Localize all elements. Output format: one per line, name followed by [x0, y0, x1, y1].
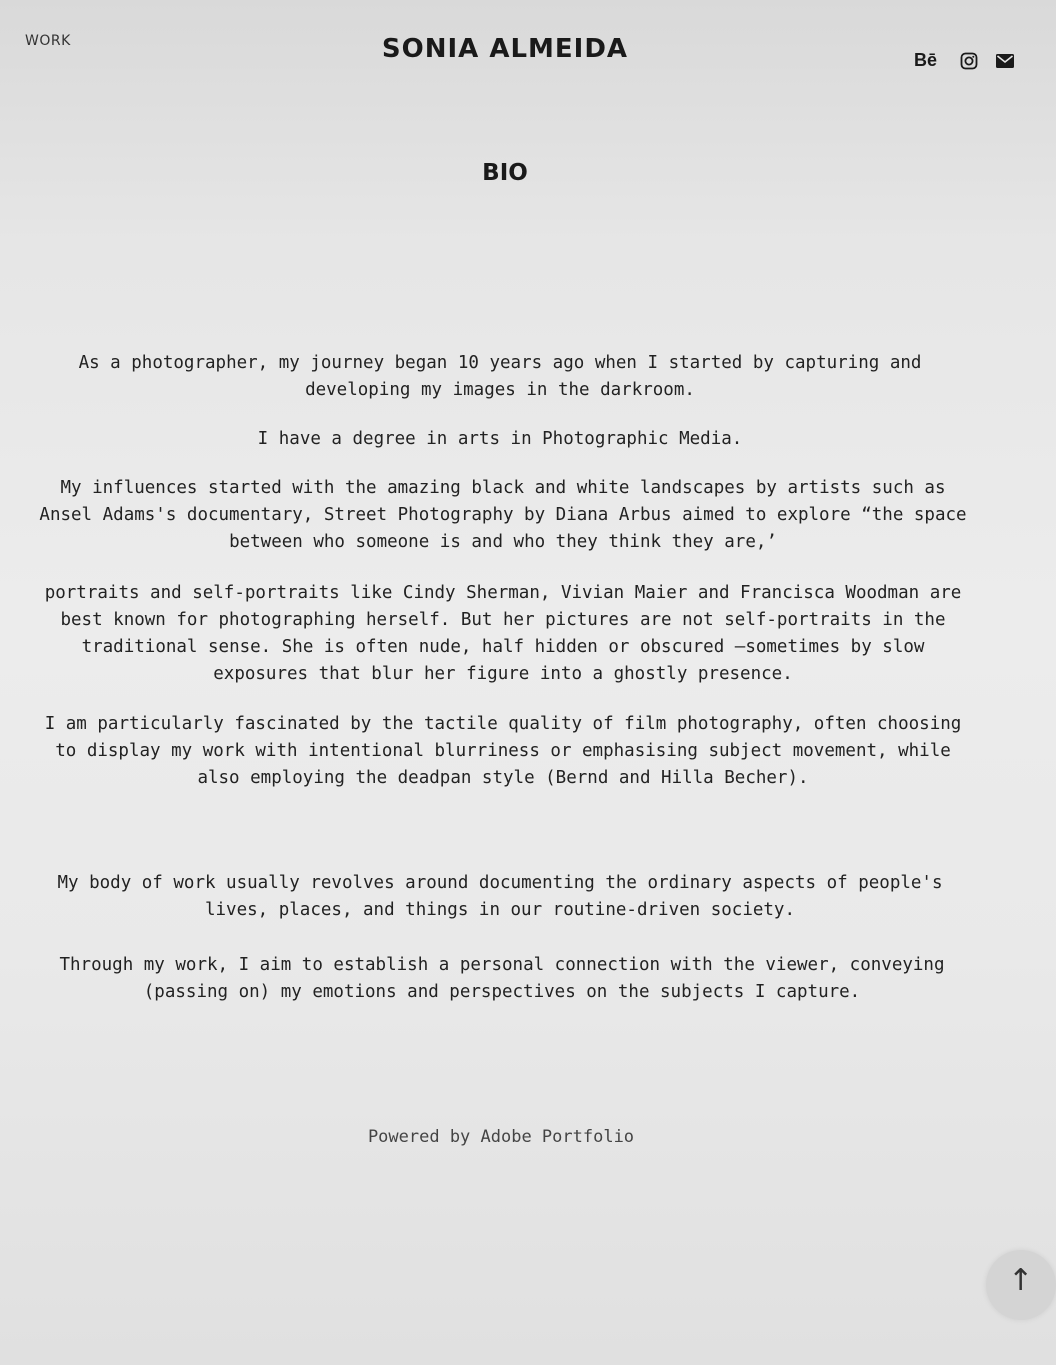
scroll-to-top-button[interactable]: [986, 1250, 1056, 1320]
bio-paragraph: As a photographer, my journey began 10 years ago when I started by capturing and developing my images in the darkroom.: [78, 353, 922, 400]
instagram-icon[interactable]: [960, 52, 978, 70]
bio-paragraph: Through my work, I aim to establish a personal connection with the viewer, conveying (passing on) my emotions and perspectives on the subjects I capture.: [59, 955, 945, 1002]
page-heading: BIO: [482, 160, 528, 186]
bio-paragraph: I have a degree in arts in Photographic Media.: [257, 429, 743, 449]
behance-icon[interactable]: Bē: [914, 50, 938, 70]
bio-paragraph: My influences started with the amazing black and white landscapes by artists such as Ansel Adams's documentary, Street Photography by Diana Arbus aimed to explore “the space between who someone is and who they think they are,’: [39, 478, 967, 552]
email-icon[interactable]: [996, 54, 1014, 68]
nav-work-link[interactable]: WORK: [25, 33, 71, 49]
bio-paragraph: My body of work usually revolves around documenting the ordinary aspects of people's lives, places, and things in our routine-driven society.: [57, 873, 943, 920]
arrow-up-icon: ↑: [1008, 1263, 1034, 1298]
footer-credit-link[interactable]: Powered by Adobe Portfolio: [367, 1127, 635, 1147]
bio-paragraph: portraits and self-portraits like Cindy Sherman, Vivian Maier and Francisca Woodman are best known for photographing herself. But her pictures are not self-portraits in the traditional sense. She is often nude, half hidden or obscured –sometimes by slow exposures that blur her figure into a ghostly presence.: [44, 583, 962, 684]
site-title[interactable]: SONIA ALMEIDA: [381, 34, 629, 64]
social-links: [914, 50, 1014, 71]
bio-paragraph: I am particularly fascinated by the tactile quality of film photography, often choosing to display my work with intentional blurriness or emphasising subject movement, while also employing the deadpan style (Bernd and Hilla Becher).: [44, 714, 962, 788]
